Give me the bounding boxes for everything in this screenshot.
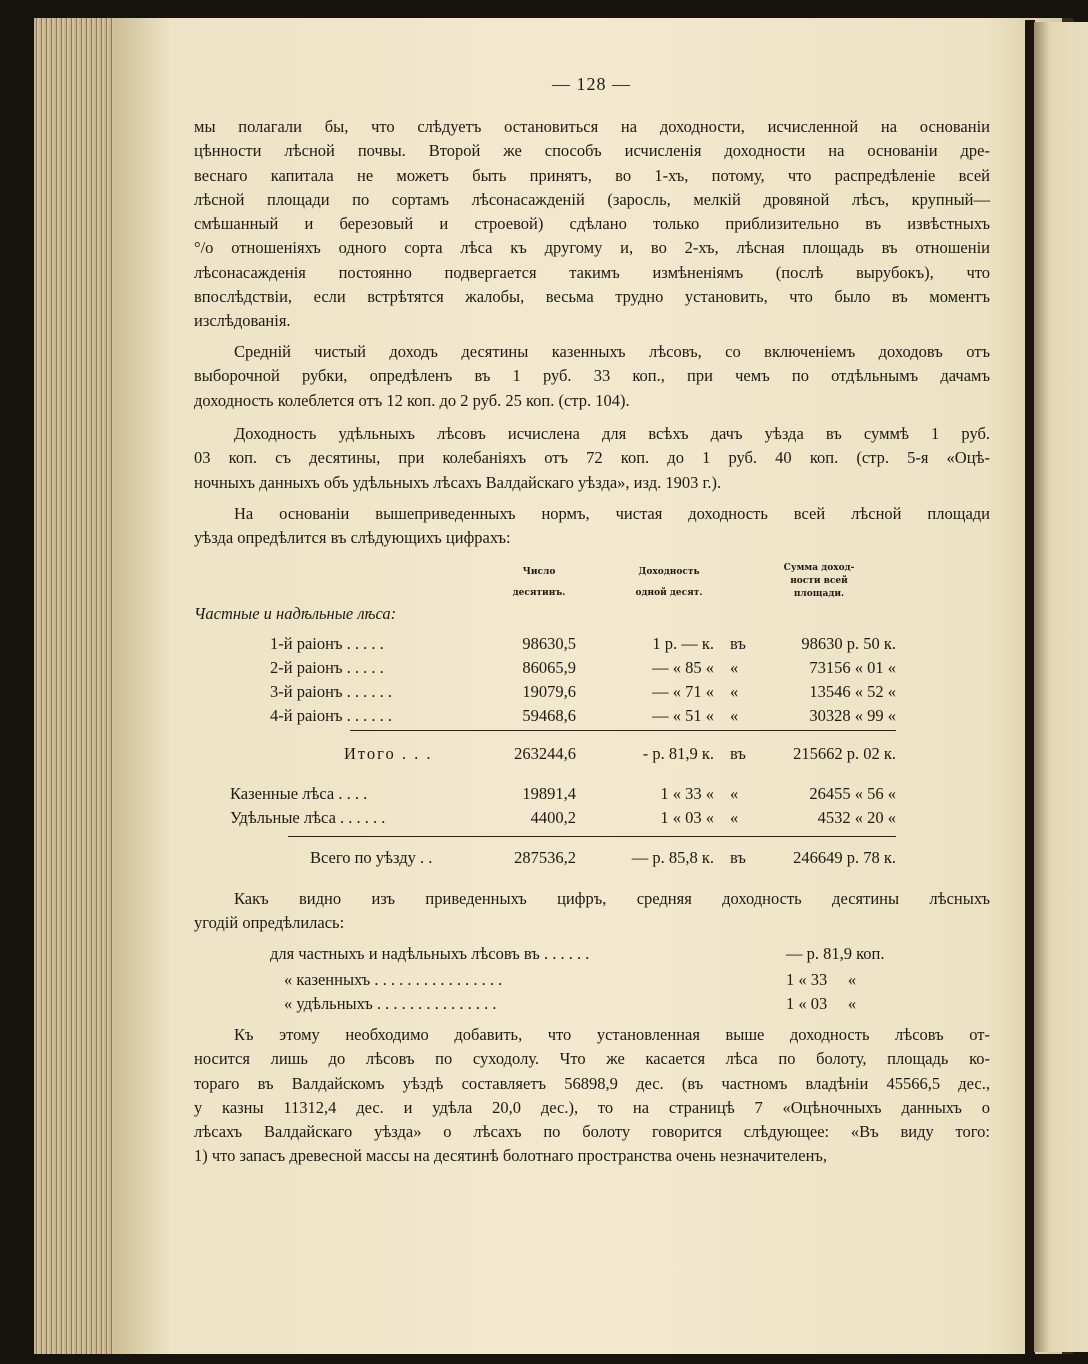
row-sum: 13546 « 52 « <box>809 682 896 701</box>
summary-label: « удѣльныхъ . . . . . . . . . . . . . . . <box>284 994 497 1013</box>
paragraph-2 <box>194 340 990 413</box>
text-line: угодій опредѣлилась: <box>194 913 345 933</box>
row-yield: — « 85 « <box>652 658 714 677</box>
summary-label: для частныхъ и надѣльныхъ лѣсовъ въ . . . . . . <box>270 944 590 963</box>
text-line: лѣсонасажденія постоянно подвергается такимъ измѣненіямъ (послѣ вырубокъ), что <box>194 262 990 282</box>
text-line: доходность колеблется отъ 12 коп. до 2 руб. 25 коп. (стр. 104). <box>194 390 630 410</box>
text-line: °/o отношеніяхъ одного сорта лѣса къ другому и, во 2-хъ, лѣсная площадь въ отношеніи <box>194 238 990 258</box>
summary-value: 1 « 03 « <box>786 994 857 1013</box>
text-line: выборочной рубки, опредѣленъ въ 1 руб. 33 коп., при чемъ по отдѣльнымъ дачамъ <box>194 366 990 386</box>
row-v: « <box>730 808 739 827</box>
row-v: « <box>730 706 739 725</box>
row-yield: 1 « 03 « <box>660 808 714 827</box>
row-area: 287536,2 <box>514 848 576 867</box>
text-line: цѣнности лѣсной почвы. Второй же способъ исчисленія доходности на основаніи дре- <box>194 141 990 161</box>
text-line: лѣсахъ Валдайскаго уѣзда» о лѣсахъ по болоту говорится слѣдующее: «Въ виду того: <box>194 1122 990 1142</box>
row-area: 19891,4 <box>522 784 576 803</box>
paragraph-1 <box>194 115 990 334</box>
row-yield: — « 71 « <box>652 682 714 701</box>
row-yield: 1 р. — к. <box>652 634 714 653</box>
col-yield-header: Доходность одной десят. <box>635 567 703 598</box>
row-sum: 98630 р. 50 к. <box>801 634 896 653</box>
row-sum: 26455 « 56 « <box>809 784 896 803</box>
row-area: 4400,2 <box>530 808 576 827</box>
row-v: въ <box>730 848 746 867</box>
row-yield: — р. 85,8 к. <box>631 848 714 867</box>
col-area-header: Число десятинъ. <box>512 567 566 598</box>
text-line: уѣзда опредѣлится въ слѣдующихъ цифрахъ: <box>194 528 511 548</box>
paragraph-3 <box>194 422 990 495</box>
row-yield: 1 « 33 « <box>660 784 714 803</box>
row-label: 2-й раіонъ . . . . . <box>270 658 384 677</box>
text-line: смѣшанный и березовый и строевой) сдѣлано только приблизительно въ извѣстныхъ <box>194 214 990 234</box>
paragraph-5 <box>194 887 990 936</box>
row-sum: 73156 « 01 « <box>809 658 896 677</box>
row-sum: 4532 « 20 « <box>817 808 896 827</box>
row-area: 98630,5 <box>522 634 576 653</box>
row-v: « <box>730 784 739 803</box>
table-rule-1 <box>350 730 896 731</box>
row-yield: - р. 81,9 к. <box>642 744 714 763</box>
page-number: — 128 — <box>552 74 631 94</box>
summary-value: — р. 81,9 коп. <box>786 944 885 963</box>
text-line: носится лишь до лѣсовъ по суходолу. Что же касается лѣса по болоту, площадь ко- <box>194 1049 990 1069</box>
row-label: Всего по уѣзду . . <box>310 848 433 867</box>
row-yield: — « 51 « <box>652 706 714 725</box>
summary-value: 1 « 33 « <box>786 970 857 989</box>
row-area: 19079,6 <box>522 682 576 701</box>
table-rule-2 <box>288 836 896 837</box>
text-line: ночныхъ данныхъ объ удѣльныхъ лѣсахъ Валдайскаго уѣзда», изд. 1903 г.). <box>194 472 722 492</box>
row-v: въ <box>730 634 746 653</box>
row-sum: 215662 р. 02 к. <box>793 744 896 763</box>
text-line: веснаго капитала не можетъ быть принятъ, во 1-хъ, потому, что распредѣленіе всей <box>194 165 990 185</box>
summary-label: « казенныхъ . . . . . . . . . . . . . . . . <box>284 970 503 989</box>
text-line: впослѣдствіи, если встрѣтятся жалобы, весьма трудно установить, что было въ моментъ <box>194 287 990 307</box>
row-label: Итого . . . <box>344 744 433 763</box>
text-line: лѣсной площади по сортамъ лѣсонасажденій (заросль, мелкій дровяной лѣсъ, крупный— <box>194 189 990 209</box>
text-line: На основаніи вышеприведенныхъ нормъ, чистая доходность всей лѣсной площади <box>234 504 990 523</box>
text-line: 03 коп. съ десятины, при колебаніяхъ отъ 72 коп. до 1 руб. 40 коп. (стр. 5-я «Оцѣ- <box>194 448 990 468</box>
group-label: Частные и надѣльные лѣса: <box>194 604 397 623</box>
text-line: Къ этому необходимо добавить, что установленная выше доходность лѣсовъ от- <box>234 1025 990 1044</box>
text-line: 1) что запасъ древесной массы на десятинѣ болотнаго пространства очень незначителенъ, <box>194 1146 828 1166</box>
text-line: Какъ видно изъ приведенныхъ цифръ, средняя доходность десятины лѣсныхъ <box>234 889 990 908</box>
paragraph-6 <box>194 1023 990 1169</box>
row-label: 1-й раіонъ . . . . . <box>270 634 384 653</box>
col-sum-header: Сумма доход- ности всей площади. <box>783 563 855 599</box>
row-label: 3-й раіонъ . . . . . . <box>270 682 392 701</box>
text-line: у казны 11312,4 дес. и удѣла 20,0 дес.), то на страницѣ 7 «Оцѣночныхъ данныхъ о <box>194 1097 990 1117</box>
next-page-edge <box>1034 22 1088 1352</box>
row-label: Удѣльные лѣса . . . . . . <box>230 808 386 827</box>
row-label: 4-й раіонъ . . . . . . <box>270 706 392 725</box>
row-area: 59468,6 <box>522 706 576 725</box>
row-area: 263244,6 <box>514 744 576 763</box>
row-sum: 246649 р. 78 к. <box>793 848 896 867</box>
text-line: тораго въ Валдайскомъ уѣздѣ составляетъ 56898,9 дес. (въ частномъ владѣніи 45566,5 дес., <box>194 1073 990 1093</box>
row-label: Казенные лѣса . . . . <box>230 784 368 803</box>
row-v: въ <box>730 744 746 763</box>
paragraph-4 <box>194 502 990 551</box>
row-sum: 30328 « 99 « <box>809 706 896 725</box>
text-line: Средній чистый доходъ десятины казенныхъ лѣсовъ, со включеніемъ доходовъ отъ <box>234 342 990 361</box>
row-v: « <box>730 658 739 677</box>
row-v: « <box>730 682 739 701</box>
text-line: мы полагали бы, что слѣдуетъ остановиться на доходности, исчисленной на основаніи <box>194 117 990 136</box>
row-area: 86065,9 <box>522 658 576 677</box>
book-page-edges <box>34 18 114 1354</box>
text-line: изслѣдованія. <box>194 311 291 331</box>
text-line: Доходность удѣльныхъ лѣсовъ исчислена для всѣхъ дачъ уѣзда въ суммѣ 1 руб. <box>234 424 990 443</box>
